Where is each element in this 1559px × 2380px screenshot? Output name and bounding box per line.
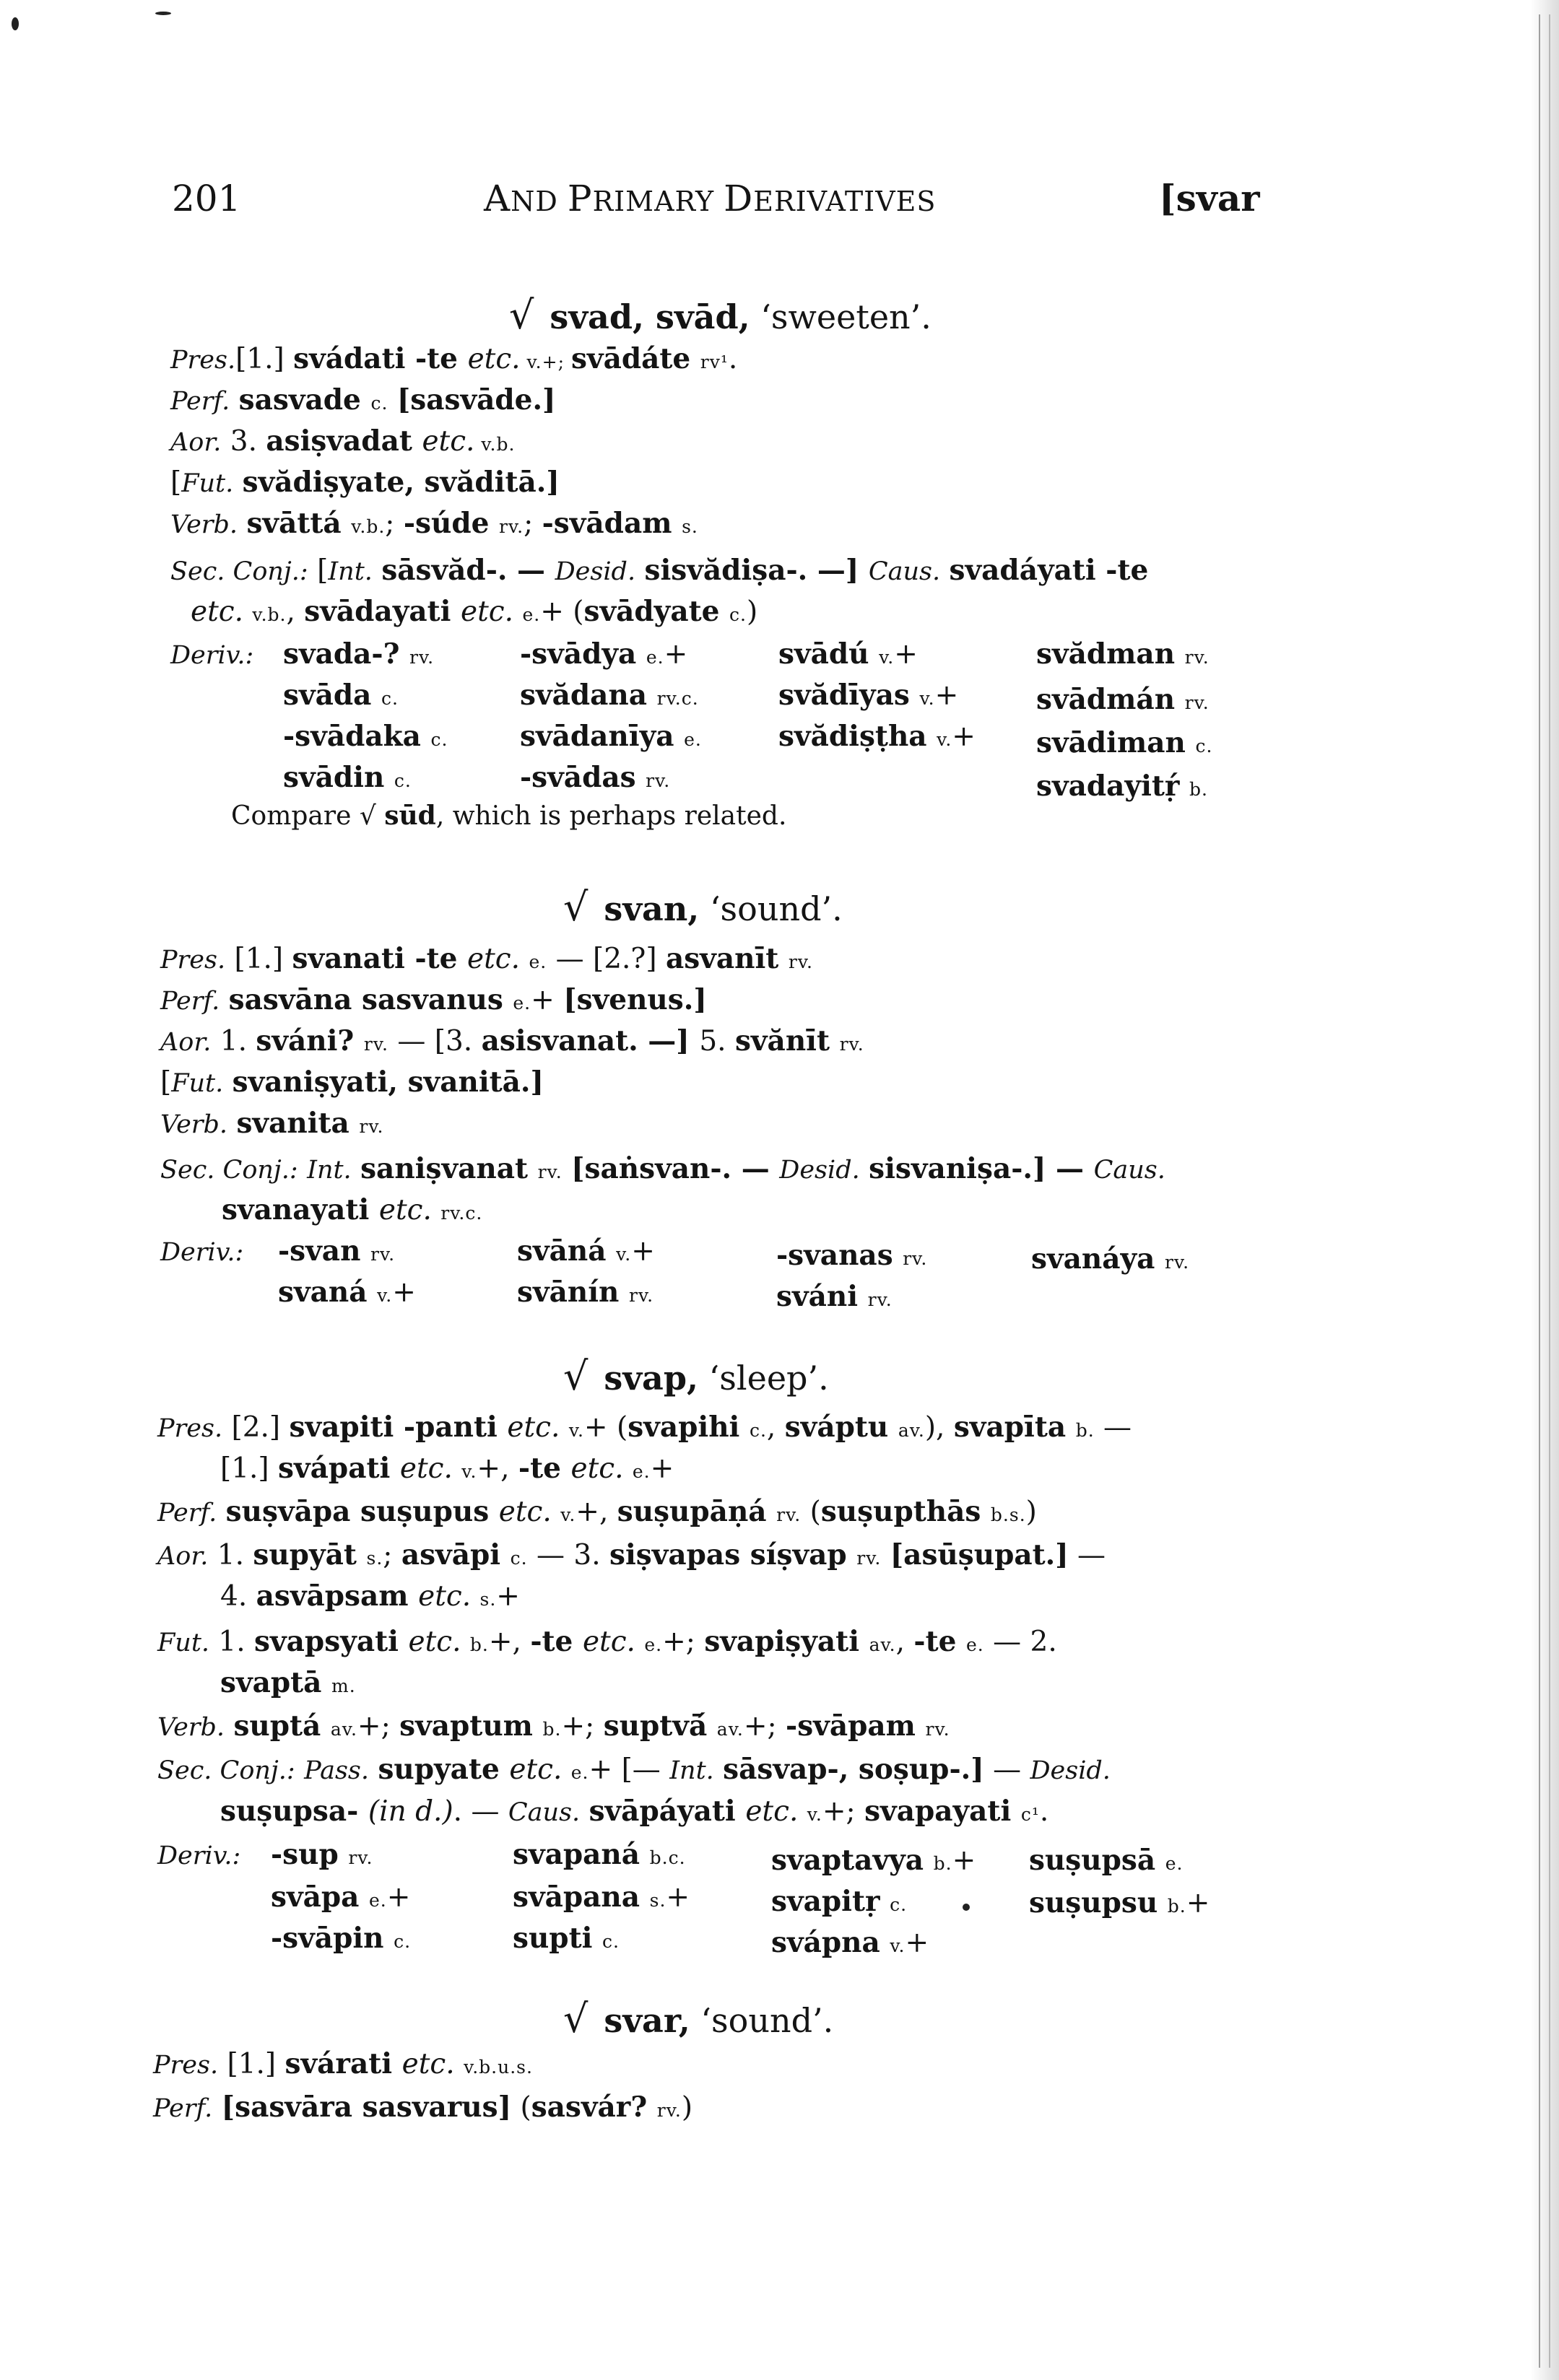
page-number: 201 bbox=[172, 178, 241, 219]
radical-sign: √ bbox=[563, 1996, 589, 2041]
entry-heading-svad bbox=[509, 292, 932, 338]
radical-sign: √ bbox=[563, 884, 589, 930]
deriv-item: svanáya rv. bbox=[1031, 1242, 1190, 1276]
running-title: AND PRIMARY DERIVATIVES bbox=[484, 178, 937, 219]
entry-line: Aor. 1. sváni? rv. — [3. asisvanat. —] 5. svănīt rv. bbox=[160, 1024, 864, 1058]
entry-heading-svar bbox=[563, 1996, 834, 2041]
entry-line: Pres. [1.] svárati etc. v.b.u.s. bbox=[153, 2047, 533, 2080]
deriv-item: svāda c. bbox=[283, 679, 399, 712]
entry-root: svar, bbox=[604, 2001, 690, 2040]
binding-line bbox=[1549, 14, 1550, 2368]
deriv-item: svapaná b.c. bbox=[513, 1838, 686, 1871]
deriv-item: -svan rv. bbox=[278, 1234, 396, 1268]
running-headword: [svar bbox=[1159, 177, 1260, 219]
deriv-item: svādiman c. bbox=[1036, 726, 1213, 759]
radical-sign: √ bbox=[563, 1354, 589, 1399]
entry-line: Verb. suptá av.+; svaptum b.+; suptvā́ av.+; -svāpam rv. bbox=[157, 1709, 950, 1743]
entry-root: svan, bbox=[604, 889, 700, 928]
entry-line: Perf. suṣvāpa suṣupus etc. v.+, suṣupāṇá rv. (suṣupthās b.s.) bbox=[157, 1495, 1037, 1528]
entry-line: Perf. sasvāna sasvanus e.+ [svenus.] bbox=[160, 983, 707, 1016]
deriv-item: svaná v.+ bbox=[278, 1276, 416, 1309]
deriv-item: svădiṣṭha v.+ bbox=[778, 720, 976, 753]
entry-meaning: ‘sound’. bbox=[700, 2001, 834, 2040]
deriv-item: svaptavya b.+ bbox=[771, 1844, 976, 1877]
deriv-item: svāpana s.+ bbox=[513, 1880, 690, 1914]
deriv-item: svāná v.+ bbox=[517, 1234, 655, 1268]
deriv-item: -sup rv. bbox=[271, 1838, 373, 1871]
entry-meaning: ‘sound’. bbox=[709, 889, 843, 928]
entry-line: Fut. 1. svapsyati etc. b.+, -te etc. e.+; svapiṣyati av., -te e. — 2. bbox=[157, 1625, 1057, 1658]
page-edge-shadow bbox=[1530, 0, 1559, 2380]
compare-note: Compare √ sūd, which is perhaps related. bbox=[231, 801, 787, 831]
entry-line: Verb. svanita rv. bbox=[160, 1107, 384, 1140]
entry-line: Pres.[1.] svádati -te etc. v.+; svādáte rv¹. bbox=[170, 342, 738, 375]
deriv-item: svada-? rv. bbox=[283, 637, 435, 671]
entry-meaning: ‘sleep’. bbox=[708, 1359, 829, 1398]
deriv-item: -svādas rv. bbox=[520, 761, 671, 794]
entry-line: Sec. Conj.: Pass. supyate etc. e.+ [— Int. sāsvap-, soṣup-.] — Desid. bbox=[157, 1753, 1111, 1786]
deriv-item: -svanas rv. bbox=[776, 1239, 928, 1272]
entry-line: suṣupsa- (in d.). — Caus. svāpáyati etc. v.+; svapayati c¹. bbox=[220, 1795, 1049, 1828]
entry-line: Pres. [1.] svanati -te etc. e. — [2.?] asvanīt rv. bbox=[160, 942, 813, 975]
entry-meaning: ‘sweeten’. bbox=[760, 297, 932, 336]
entry-root: svap, bbox=[604, 1359, 699, 1398]
entry-line: 4. asvāpsam etc. s.+ bbox=[220, 1579, 520, 1613]
deriv-item: svādmán rv. bbox=[1036, 683, 1210, 716]
deriv-item: svădman rv. bbox=[1036, 637, 1210, 671]
deriv-item: svānín rv. bbox=[517, 1276, 654, 1309]
deriv-item: svādanīya e. bbox=[520, 720, 702, 753]
deriv-label: Deriv.: bbox=[170, 641, 254, 670]
entry-line: etc. v.b., svādayati etc. e.+ (svādyate c.) bbox=[191, 595, 758, 628]
entry-line: svaptā m. bbox=[220, 1666, 356, 1699]
deriv-item: sváni rv. bbox=[776, 1280, 893, 1313]
deriv-item: svādú v.+ bbox=[778, 637, 918, 671]
entry-line: svanayati etc. rv.c. bbox=[222, 1193, 483, 1226]
deriv-item: svápna v.+ bbox=[771, 1926, 929, 1959]
deriv-item: svadayitṛ́ b. bbox=[1036, 770, 1208, 803]
deriv-item: svāpa e.+ bbox=[271, 1880, 411, 1914]
entry-heading-svan bbox=[563, 884, 843, 930]
deriv-item: -svādaka c. bbox=[283, 720, 448, 753]
deriv-item: supti c. bbox=[513, 1922, 620, 1955]
entry-line: Aor. 1. supyāt s.; asvāpi c. — 3. siṣvapas síṣvap rv. [asūṣupat.] — bbox=[157, 1538, 1106, 1572]
entry-heading-svap bbox=[563, 1354, 829, 1399]
entry-line: Pres. [2.] svapiti -panti etc. v.+ (svapihi c., sváptu av.), svapīta b. — bbox=[157, 1411, 1132, 1444]
entry-line: [Fut. svădiṣyate, svăditā.] bbox=[170, 466, 560, 499]
deriv-label: Deriv.: bbox=[157, 1841, 241, 1870]
scan-speck bbox=[963, 1904, 970, 1911]
entry-line: [1.] svápati etc. v.+, -te etc. e.+ bbox=[220, 1452, 674, 1485]
entry-line: Verb. svāttá v.b.; -súde rv.; -svādam s. bbox=[170, 507, 698, 540]
entry-line: Perf. sasvade c. [sasvāde.] bbox=[170, 383, 556, 417]
deriv-item: svădīyas v.+ bbox=[778, 679, 959, 712]
radical-sign: √ bbox=[509, 292, 534, 338]
entry-root: svad, svād, bbox=[550, 297, 750, 336]
entry-line: Sec. Conj.: Int. saniṣvanat rv. [saṅsvan-. — Desid. sisvaniṣa-.] — Caus. bbox=[160, 1152, 1165, 1185]
scan-speck bbox=[12, 17, 19, 30]
deriv-item: svapitṛ c. bbox=[771, 1885, 908, 1918]
entry-line: [Fut. svaniṣyati, svanitā.] bbox=[160, 1065, 544, 1099]
entry-line: Sec. Conj.: [Int. sāsvăd-. — Desid. sisvădiṣa-. —] Caus. svadáyati -te bbox=[170, 554, 1149, 587]
scan-speck bbox=[155, 12, 171, 15]
entry-line: Perf. [sasvāra sasvarus] (sasvár? rv.) bbox=[153, 2091, 693, 2124]
deriv-item: svădana rv.c. bbox=[520, 679, 699, 712]
deriv-item: suṣupsu b.+ bbox=[1029, 1886, 1210, 1919]
binding-line bbox=[1539, 14, 1540, 2368]
deriv-item: svādin c. bbox=[283, 761, 412, 794]
entry-line: Aor. 3. asiṣvadat etc. v.b. bbox=[170, 424, 516, 458]
deriv-item: -svādya e.+ bbox=[520, 637, 688, 671]
deriv-item: -svāpin c. bbox=[271, 1922, 412, 1955]
deriv-label: Deriv.: bbox=[160, 1238, 244, 1267]
deriv-item: suṣupsā e. bbox=[1029, 1844, 1184, 1877]
